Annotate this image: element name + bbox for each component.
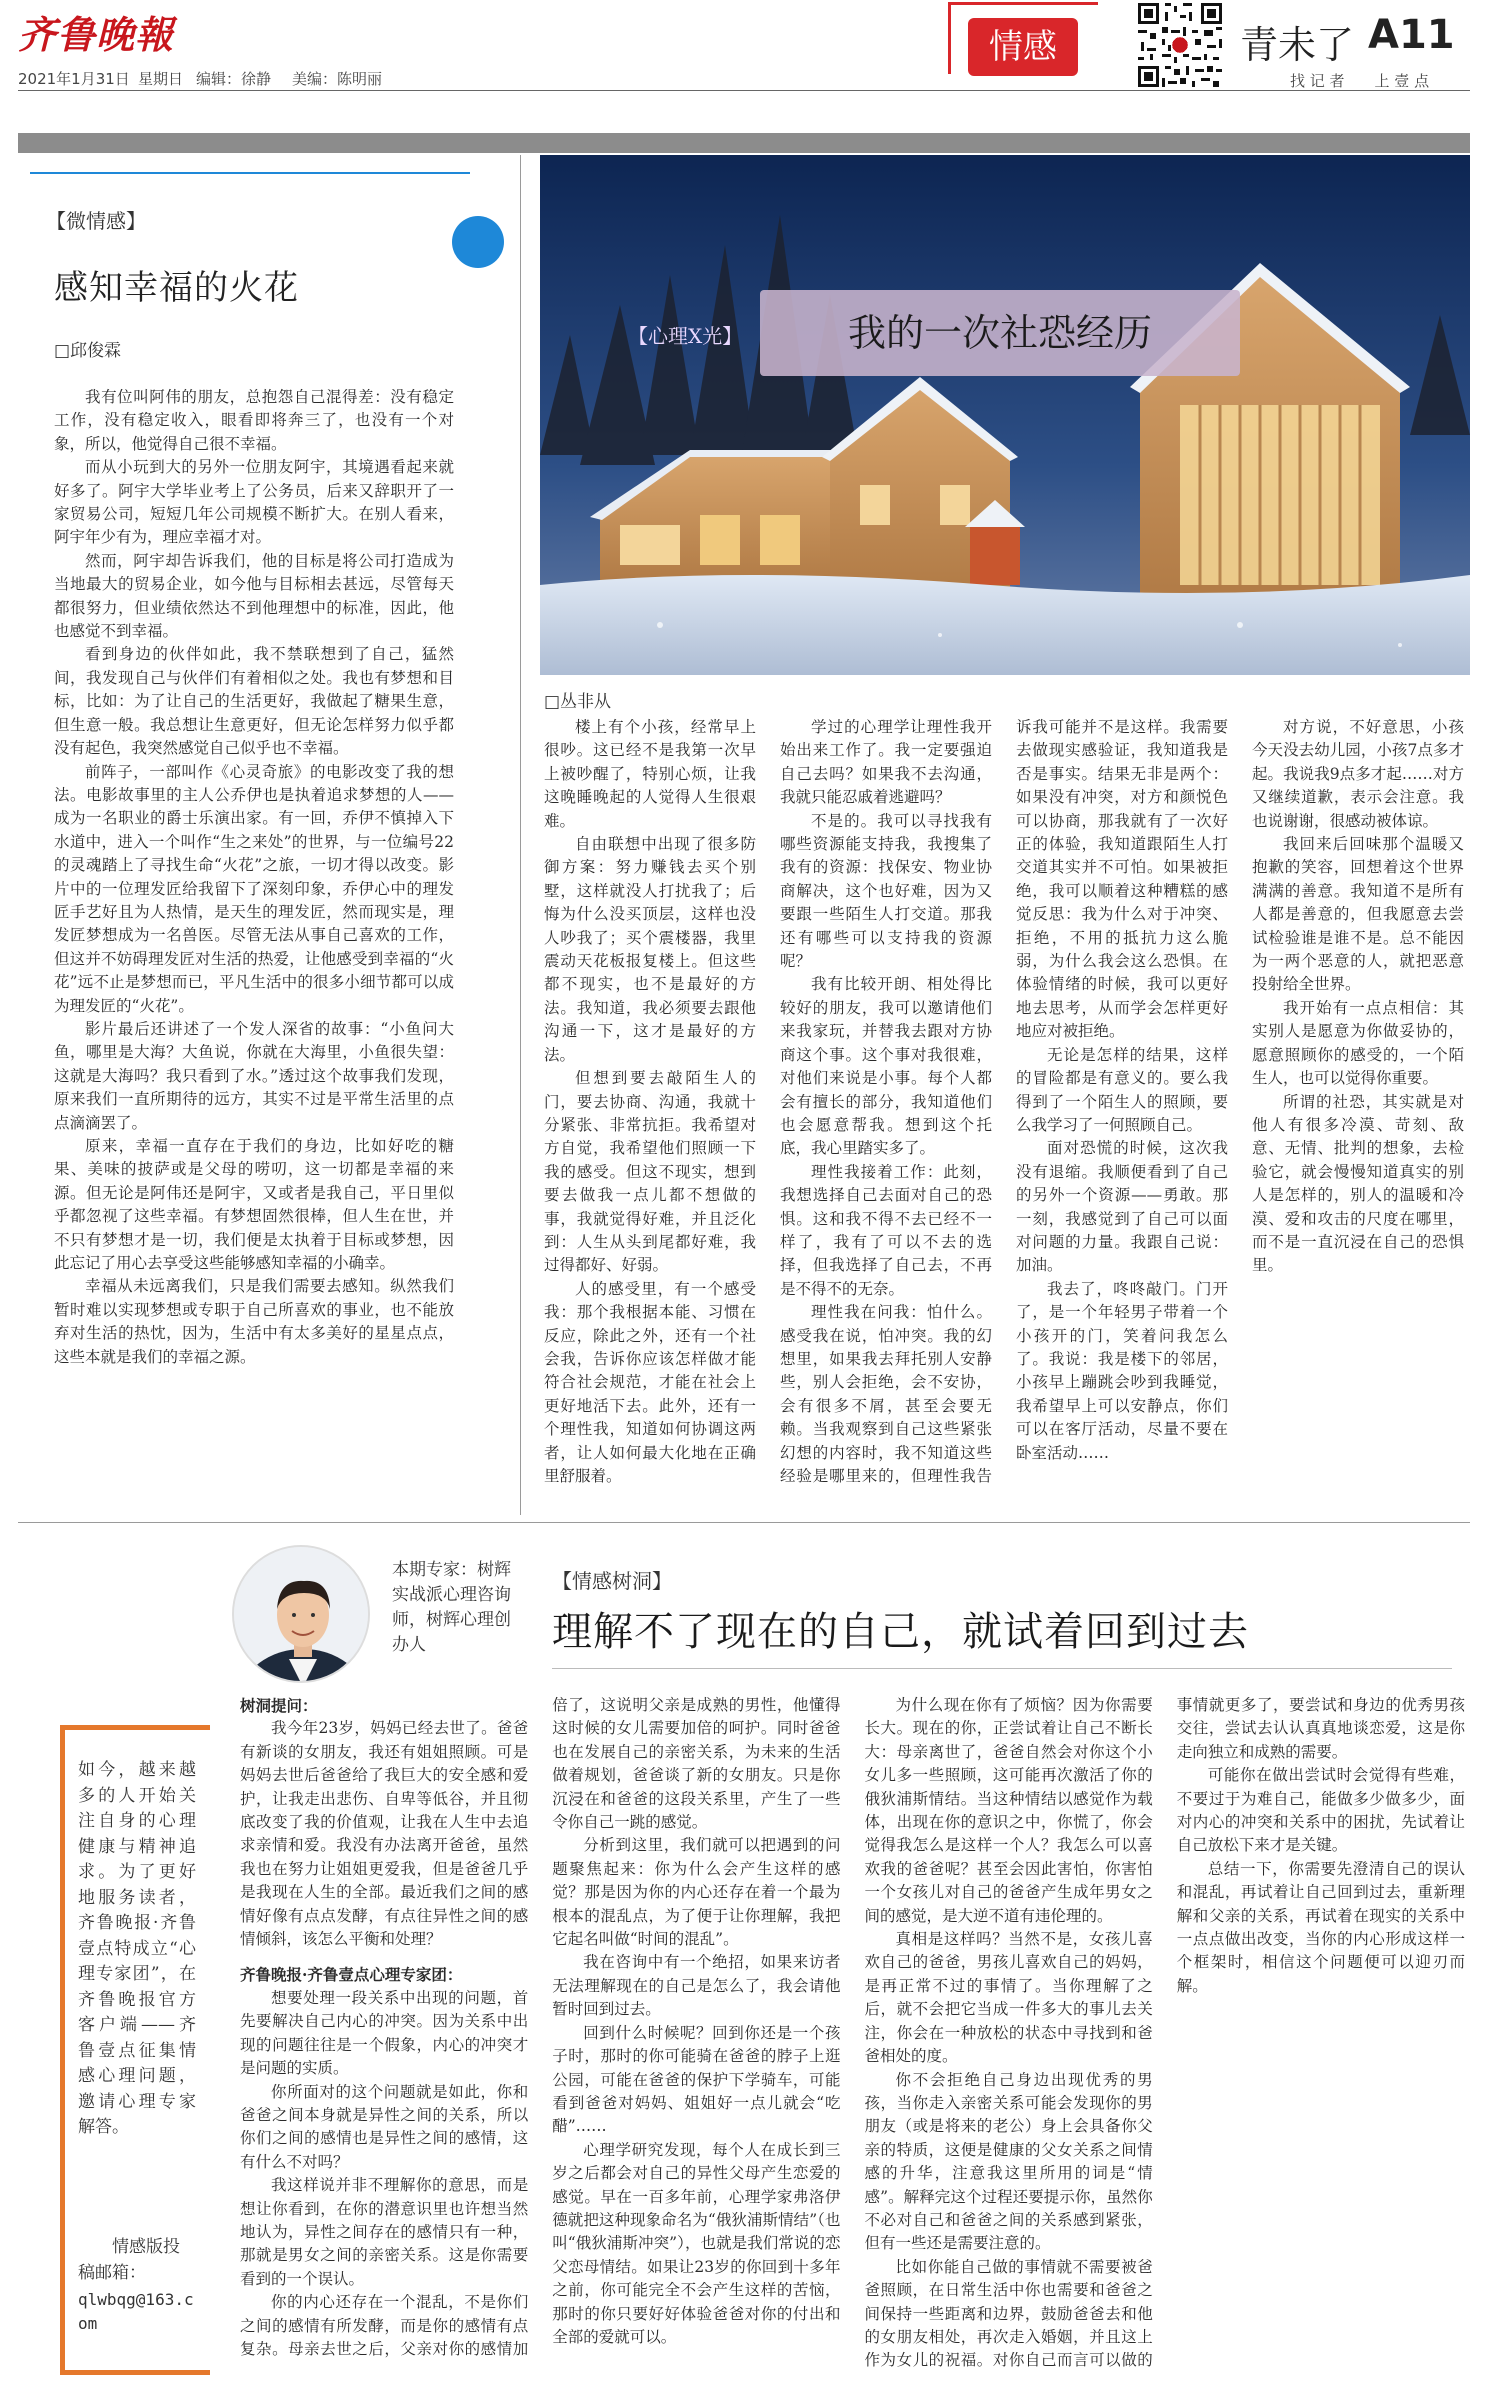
issue-date: 2021年1月31日 [18, 70, 130, 88]
callout-email-label: 情感版投稿邮箱： [78, 2237, 180, 2283]
left-article-title: 感知幸福的火花 [54, 268, 299, 308]
paragraph: 幸福从未远离我们，只是我们需要去感知。纵然我们暂时难以实现梦想或专职于自己所喜欢的事业，也不能放弃对生活的热忱，因为，生活中有太多美好的星星点点，这些本就是我们的幸福之源。 [54, 1277, 454, 1366]
paragraph: 可能你在做出尝试时会觉得有些难，不要过于为难自己，能做多少做多少，面对内心的冲突和关系中的困扰，先试着让自己放松下来才是关键。 [1176, 1766, 1465, 1855]
paragraph: 无论是怎样的结果，这样的冒险都是有意义的。要么我得到了一个陌生人的照顾，要么我学习了一何照顾自己。 [1016, 1045, 1228, 1134]
paragraph: 看到身边的伙伴如此，我不禁联想到了自己，猛然间，我发现自己与伙伴们有着相似之处。我也有梦想和目标，比如：为了让自己的生活更好，我做起了糖果生意，但生意一般。我总想让生意更好，但无论怎样努力似乎都没有起色，我突然感觉自己似乎也不幸福。 [54, 645, 454, 758]
paragraph: 前阵子，一部叫作《心灵奇旅》的电影改变了我的想法。电影故事里的主人公乔伊也是执着追求梦想的人——成为一名职业的爵士乐演出家。有一回，乔伊不慎掉入下水道中，进入一个叫作“生之来处”的世界，与一位编号22的灵魂踏上了寻找生命“火花”之旅，一切才得以改变。影片中的一位理发匠给我留下了深刻印象，乔伊心中的理发匠手艺好且为人热情，是天生的理发匠，然而现实是，理发匠梦想成为一名兽医。尽管无法从事自己喜欢的工作，但这并不妨碍理发匠对生活的热爱，让他感受到幸福的“火花”远不止是梦想而已，平凡生活中的很多小细节都可以成为理发匠的“火花”。 [54, 762, 454, 1015]
paragraph: 总结一下，你需要先澄清自己的误认和混乱，再试着让自己回到过去，重新理解和父亲的关系，再试着在现实的关系中一点点做出改变，当你的内心形成这样一个框架时，相信这个问题便可以迎刃而解。 [1176, 1859, 1465, 1995]
paragraph: 我有比较开朗、相处得比较好的朋友，我可以邀请他们来我家玩，并替我去跟对方协商这个事。这个事对我很难，对他们来说是小事。每个人都会有擅长的部分，我知道他们也会愿意帮我。想到这个托底，我心里踏实多了。 [780, 975, 992, 1158]
left-column-tag: 【微情感】 [46, 209, 146, 233]
expert-avatar [232, 1545, 370, 1683]
paragraph: 心理学研究发现，每个人在成长到三岁之后都会对自己的异性父母产生恋爱的感觉。早在一百多年前，心理学家弗洛伊德就把这种现象命名为“俄狄浦斯情结”（也叫“俄狄浦斯冲突”），也就是我们常说的恋父恋母情结。如果让23岁的你回到十多年之前，你可能完全不会产生这样的苦恼，那时的你只要好好体验爸爸对你的付出和全部的爱就可以。 [552, 2140, 841, 2346]
paragraph: 我开始有一点点相信：其实别人是愿意为你做妥协的，愿意照顾你的感受的，一个陌生人，也可以觉得你重要。 [1252, 998, 1464, 1088]
paragraph: 你的内心还存在一个混乱，不是你们之间的感情有所发酵，而是你的感情有点复杂。母亲去世之后，父亲对你的感情加倍了，这说明父亲是成熟的男性，他懂得这时候的女儿需要加倍的呵护。同时爸爸也在发展自己的亲密关系，为未来的生活做着规划，爸爸谈了新的女朋友。只是你沉浸在和爸爸的这段关系里，产生了一些令你自己一跳的感觉。 [240, 1696, 841, 2358]
paragraph: 我回来后回味那个温暖又抱歉的笑容，回想着这个世界满满的善意。我知道不是所有人都是善意的，但我愿意去尝试检验谁是谁不是。总不能因为一两个恶意的人，就把恶意投射给全世界。 [1252, 835, 1464, 994]
column-divider [520, 155, 521, 1515]
paragraph: 真相是这样吗？当然不是，女孩儿喜欢自己的爸爸，男孩儿喜欢自己的妈妈，是再正常不过的事情了。当你理解了之后，就不会把它当成一件多大的事儿去关注，你会在一种放松的状态中寻找到和爸爸相处的度。 [864, 1930, 1153, 2066]
designer-credit: 美编：陈明丽 [292, 70, 383, 88]
masthead-rule-thin [18, 90, 1470, 91]
paragraph: 而从小玩到大的另外一位朋友阿宇，其境遇看起来就好多了。阿宇大学毕业考上了公务员，后来又辞职开了一家贸易公司，短短几年公司规模不断扩大。在别人看来，阿宇年少有为，理应幸福才对。 [54, 458, 454, 547]
section-tag [968, 18, 1078, 76]
left-article-body [54, 386, 454, 1511]
paragraph: 对方说，不好意思，小孩今天没去幼儿园，小孩7点多才起。我说我9点多才起……对方又继续道歉，表示会注意。我也说谢谢，很感动被体谅。 [1252, 718, 1464, 830]
paragraph: 比如你能自己做的事情就不需要被爸爸照顾，在日常生活中你也需要和爸爸之间保持一些距离和边界，鼓励爸爸去和他的女朋友相处，再次走入婚姻，并且这上作为女儿的祝福。对你自己而言可以做的事情就更多了，要尝试和身边的优秀男孩交往，尝试去认认真真地谈恋爱，这是你走向独立和成熟的需要。 [864, 1696, 1465, 2370]
callout-email[interactable]: qlwbqg@163.com [78, 2290, 194, 2333]
section-tag-label: 情感 [989, 27, 1057, 67]
paragraph: 学过的心理学让理性我开始出来工作了。我一定要强迫自己去吗？如果我不去沟通，我就只能忍戚着逃避吗？ [780, 718, 992, 807]
paragraph: 自由联想中出现了很多防御方案：努力赚钱去买个别墅，这样就没人打扰我了；后悔为什么没买顶层，这样也没人吵我了；买个震楼器，我里震动天花板报复楼上。但这些都不现实，也不是最好的方法。我知道，我必须要去跟他沟通一下，这才是最好的方法。 [544, 835, 756, 1064]
paragraph: 然而，阿宇却告诉我们，他的目标是将公司打造成为当地最大的贸易企业，如今他与目标相去甚远，尽管每天都很努力，但业绩依然达不到他理想中的标准，因此，他也感觉不到幸福。 [54, 551, 454, 641]
paragraph: 影片最后还讲述了一个发人深省的故事：“小鱼问大鱼，哪里是大海？大鱼说，你就在大海里，小鱼很失望：这就是大海吗？我只看到了水。”透过这个故事我们发现，原来我们一直所期待的远方，其实不过是平常生活里的点点滴滴罢了。 [54, 1019, 454, 1132]
paragraph: 所谓的社恐，其实就是对他人有很多冷漠、苛刻、敌意、无情、批判的想象，去检验它，就会慢慢知道真实的别人是怎样的，别人的温暖和冷漠、爱和攻击的尺度在哪里，而不是一直沉浸在自己的恐惧里。 [1252, 1092, 1464, 1275]
paragraph: 但想到要去敲陌生人的门，要去协商、沟通，我就十分紧张、非常抗拒。我希望对方自觉，我希望他们照顾一下我的感受。但这不现实，想到要去做我一点儿都不想做的事，我就觉得好难，并且泛化到：人生从头到尾都好难，我过得都好、好弱。 [544, 1069, 756, 1275]
bottom-column-tag: 【情感树洞】 [552, 1569, 672, 1593]
feature-author: □丛非从 [544, 692, 612, 712]
question-label: 树洞提问： [240, 1696, 318, 1715]
paragraph: 人的感受里，有一个感受我：那个我根据本能、习惯在反应，除此之外，还有一个社会我，告诉你应该怎样做才能符合社会规范，才能在社会上更好地活下去。此外，还有一个理性我，知道如何协调这两者，让人如何最大化地在正确里舒服着。 [544, 1279, 756, 1485]
paragraph: 面对恐慌的时候，这次我没有退缩。我顺便看到了自己的另外一个资源——勇敢。那一刻，我感觉到了自己可以面对问题的力量。我跟自己说：加油。 [1016, 1139, 1228, 1275]
feature-article-body [544, 716, 1464, 1511]
paragraph: 我去了，咚咚敲门。门开了，是一个年轻男子带着一个小孩开的门，笑着问我怎么了。我说：我是楼下的邻居，小孩早上蹦跳会吵到我睡觉，我希望早上可以安静点，你们可以在客厅活动，尽量不要在卧室活动…… [1016, 1279, 1228, 1462]
paragraph: 你不会拒绝自己身边出现优秀的男孩，当你走入亲密关系可能会发现你的男朋友（或是将来的老公）身上会具备你父亲的特质，这便是健康的父女关系之间情感的升华，注意我这里所用的词是“情感”。解释完这个过程还要提示你，虽然你不必对自己和爸爸之间的关系感到紧张，但有一些还是需要注意的。 [864, 2070, 1153, 2253]
feature-photo [540, 155, 1470, 675]
paragraph: 我这样说并非不理解你的意思，而是想让你看到，在你的潜意识里也许想当然地认为，异性之间存在的感情只有一种，那就是男女之间的亲密关系。这是你需要看到的一个误认。 [240, 2176, 529, 2288]
paragraph: 理性我在问我：怕什么。感受我在说，怕冲突。我的幻想里，如果我去拜托别人安静些，别人会拒绝，会不安协，会有很多不屑，甚至会要无赖。当我观察到自己这些紧张幻想的内容时，我不知道这些经验是哪里来的，但理性我告诉我可能并不是这样。我需要去做现实感验证，我知道我是否是事实。结果无非是两个：如果没有冲突，对方和颜悦色可以协商，那我就有了一次好正的体验，我知道跟陌生人打交道其实并不可怕。如果被拒绝，我可以顺着这种糟糕的感觉反思：我为什么对于冲突、拒绝，不用的抵抗力这么脆弱，为什么我会这么恐惧。在体验情绪的时候，我可以更好地去思考，从而学会怎样更好地应对被拒绝。 [780, 718, 1228, 1485]
feature-column-tag: 【心理X光】 [628, 324, 743, 348]
question-text: 我今年23岁，妈妈已经去世了。爸爸有新谈的女朋友，我还有姐姐照顾。可是妈妈去世后爸爸给了我巨大的安全感和爱护，让我走出悲伤、自卑等低谷，并且彻底改变了我的价值观，让我在人生中去追求亲情和爱。我没有办法离开爸爸，虽然我也在努力让姐姐更爱我，但是爸爸几乎是我现在人生的全部。最近我们之间的感情好像有点点发酵，有点往异性之间的感情倾斜，该怎么平衡和处理？ [240, 1719, 529, 1949]
masthead-rule-thick [18, 133, 1470, 153]
page-number: A11 [1368, 12, 1455, 58]
paragraph: 我在咨询中有一个绝招，如果来访者无法理解现在的自己是怎么了，我会请他暂时回到过去。 [552, 1953, 841, 2019]
bottom-title-rule [552, 1668, 1452, 1669]
paragraph: 想要处理一段关系中出现的问题，首先要解决自己内心的冲突。因为关系中出现的问题往往是一个假象，内心的冲突才是问题的实质。 [240, 1988, 529, 2078]
callout-body: 如今，越来越多的人开始关注自身的心理健康与精神追求。为了更好地服务读者，齐鲁晚报·齐鲁壹点特成立“心理专家团”，在齐鲁晚报官方客户端——齐鲁壹点征集情感心理问题，邀请心理专家解答。 [78, 1760, 196, 2137]
paragraph: 理性我接着工作：此刻，我想选择自己去面对自己的恐惧。这和我不得不去已经不一样了，我有了可以不去的选择，但我选择了自己去，不再是不得不的无奈。 [780, 1162, 992, 1298]
left-article-author: □邱俊霖 [54, 341, 122, 361]
section-divider [18, 1522, 1470, 1523]
paper-logo: 齐鲁晚報 [18, 12, 175, 57]
blue-dot-icon [452, 216, 504, 268]
issue-weekday: 星期日 [138, 70, 184, 88]
answer-label: 齐鲁晚报·齐鲁壹点心理专家团： [240, 1965, 463, 1985]
feature-title: 我的一次社恐经历 [847, 311, 1152, 355]
qr-code-icon[interactable] [1135, 0, 1225, 90]
bottom-article-body [240, 1694, 1465, 2384]
expert-intro: 本期专家：树辉 实战派心理咨询师，树辉心理创办人 [392, 1560, 511, 1655]
paragraph: 你所面对的这个问题就是如此，你和爸爸之间本身就是异性之间的关系，所以你们之间的感情也是异性之间的感情，这有什么不对吗？ [240, 2082, 529, 2171]
paragraph: 原来，幸福一直存在于我们的身边，比如好吃的糖果、美味的披萨或是父母的唠叨，这一切都是幸福的来源。但无论是阿伟还是阿宇，又或者是我自己，平日里似乎都忽视了这些幸福。有梦想固然很棒，但人生在世，并不只有梦想才是一切，我们便是太执着于目标或梦想，因此忘记了用心去享受这些能够感知幸福的小确幸。 [54, 1137, 454, 1273]
callout-text [78, 1758, 196, 2233]
editor-credit: 编辑：徐静 [196, 70, 272, 88]
masthead-slogan: 找 记 者 上 壹 点 [1290, 72, 1430, 90]
paragraph: 回到什么时候呢？回到你还是一个孩子时，那时的你可能骑在爸爸的脖子上逛公园，可能在爸爸的保护下学骑车，可能看到爸爸对妈妈、姐姐好一点儿就会“吃醋”…… [552, 2023, 841, 2136]
paragraph: 不是的。我可以寻找我有哪些资源能支持我，我搜集了我有的资源：找保安、物业协商解决，这个也好难，因为又要跟一些陌生人打交道。那我还有哪些可以支持我的资源呢？ [780, 811, 992, 971]
paragraph: 为什么现在你有了烦恼？因为你需要长大。现在的你，正尝试着让自己不断长大：母亲离世了，爸爸自然会对你这个小女儿多一些照顾，这可能再次激活了你的俄狄浦斯情结。当这种情结以感觉作为载体，出现在你的意识之中，你慌了，你会觉得我怎么是这样一个人？我怎么可以喜欢我的爸爸呢？甚至会因此害怕，你害怕一个女孩儿对自己的爸爸产生成年男女之间的感觉，是大逆不道有违伦理的。 [864, 1696, 1153, 1925]
paragraph: 分析到这里，我们就可以把遇到的问题聚焦起来：你为什么会产生这样的感觉？那是因为你的内心还存在着一个最为根本的混乱点，为了便于让你理解，我把它起名叫做“时间的混乱”。 [552, 1836, 841, 1949]
paragraph: 我有位叫阿伟的朋友，总抱怨自己混得差：没有稳定工作，没有稳定收入，眼看即将奔三了，也没有一个对象，所以，他觉得自己很不幸福。 [54, 388, 454, 453]
left-article-accent-bar [30, 172, 470, 174]
section-name: 青未了 [1240, 23, 1355, 67]
paragraph: 楼上有个小孩，经常早上很吵。这已经不是我第一次早上被吵醒了，特别心烦，让我这晚睡晚起的人觉得人生很艰难。 [544, 718, 756, 830]
bottom-article-title: 理解不了现在的自己，就试着回到过去 [552, 1609, 1249, 1655]
